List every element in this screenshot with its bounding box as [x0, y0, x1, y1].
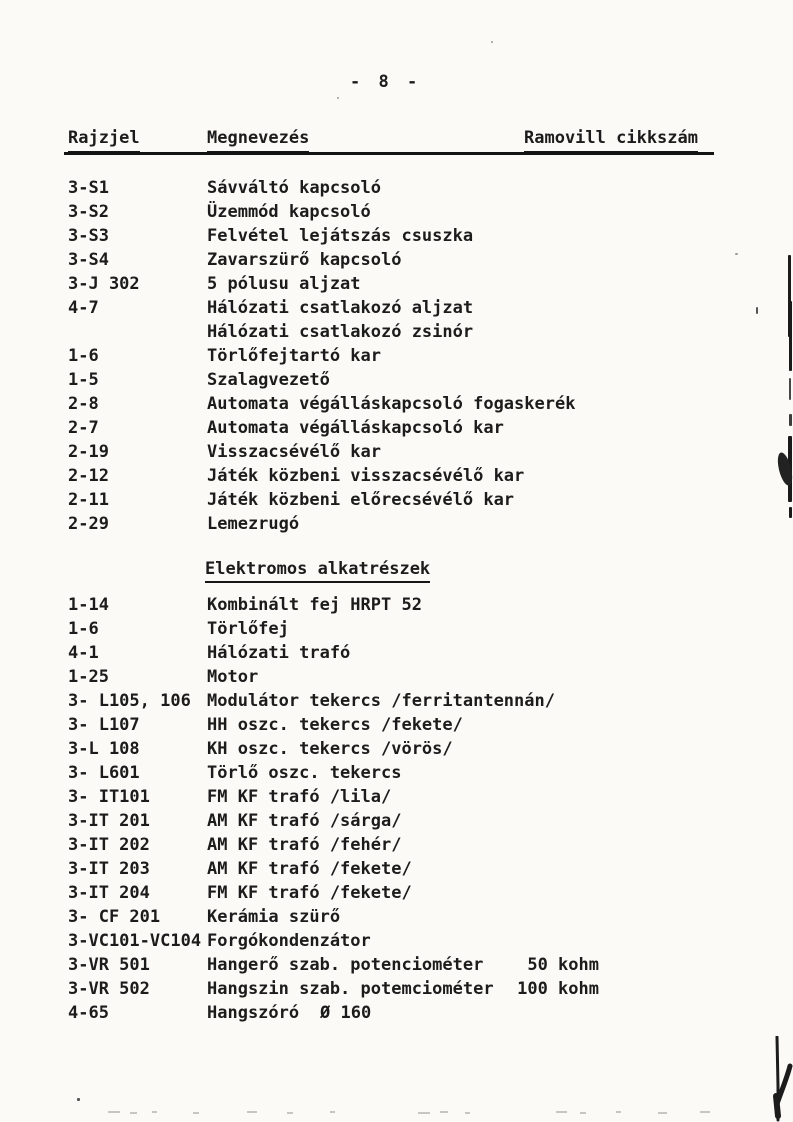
part-name: Hálózati csatlakozó aljzat	[207, 298, 474, 318]
table-row	[68, 881, 555, 905]
part-name: AM KF trafó /fekete/	[207, 859, 412, 879]
part-name: Automata végálláskapcsoló kar	[207, 418, 504, 438]
part-code: 3-IT 201	[68, 811, 150, 831]
table-row	[68, 833, 555, 857]
part-code: 3- L107	[68, 715, 140, 735]
part-code: 2-7	[68, 418, 99, 438]
part-name: Üzemmód kapcsoló	[207, 202, 371, 222]
part-code: 3-S4	[68, 250, 109, 270]
table-row	[68, 344, 575, 368]
table-row	[68, 440, 575, 464]
scan-dust-row	[556, 1111, 567, 1113]
scan-dust-row	[247, 1111, 257, 1113]
column-header-megnevezes: Megnevezés	[207, 128, 309, 153]
part-name: Törlő oszc. tekercs	[207, 763, 402, 783]
part-name: Lemezrugó	[207, 514, 300, 534]
scan-dust-row	[616, 1111, 621, 1113]
part-name: Motor	[207, 667, 259, 687]
scan-dust-row	[193, 1112, 199, 1114]
page-number: - 8 -	[350, 72, 422, 92]
part-name: Játék közbeni előrecsévélő kar	[207, 490, 515, 510]
part-code: 4-1	[68, 643, 99, 663]
part-name: Automata végálláskapcsoló fogaskerék	[207, 394, 576, 414]
part-code: 1-6	[68, 346, 99, 366]
table-row	[68, 416, 575, 440]
scan-ink-blob	[775, 451, 793, 487]
part-code: 2-8	[68, 394, 99, 414]
scan-dust-row	[658, 1112, 667, 1114]
scan-dust-row	[152, 1111, 157, 1113]
scan-speck	[337, 97, 339, 99]
scan-speck	[756, 307, 758, 314]
header-underline-rule	[64, 152, 714, 155]
table-row	[68, 392, 575, 416]
part-code: 4-7	[68, 298, 99, 318]
table-row	[68, 296, 575, 320]
part-value: Ø 160	[320, 1003, 372, 1023]
part-name: HH oszc. tekercs /fekete/	[207, 715, 463, 735]
scan-dust-row	[440, 1111, 448, 1113]
table-row	[68, 617, 555, 641]
table-row	[68, 176, 575, 200]
table-row	[68, 713, 555, 737]
part-name: Hangszóró	[207, 1003, 300, 1023]
table-row	[68, 785, 555, 809]
part-code: 3-VC101-VC104	[68, 931, 202, 951]
part-name: Sávváltó kapcsoló	[207, 178, 381, 198]
part-code: 2-11	[68, 490, 109, 510]
pen-mark	[763, 1036, 793, 1122]
table-row	[68, 248, 575, 272]
part-name: Hálózati trafó	[207, 643, 351, 663]
scan-edge-line-segment	[789, 414, 792, 426]
table-row	[68, 272, 575, 296]
table-row	[68, 905, 555, 929]
table-row	[68, 593, 555, 617]
part-name: AM KF trafó /sárga/	[207, 811, 402, 831]
part-code: 3-S1	[68, 178, 109, 198]
part-name: Forgókondenzátor	[207, 931, 371, 951]
part-code: 2-19	[68, 442, 109, 462]
part-code: 3-S2	[68, 202, 109, 222]
part-name: Kerámia szürő	[207, 907, 341, 927]
part-name: Hangszin szab. potemciométer	[207, 979, 494, 999]
table-row	[68, 1001, 555, 1025]
table-row	[68, 512, 575, 536]
part-code: 3-L 108	[68, 739, 140, 759]
part-code: 3-VR 501	[68, 955, 150, 975]
table-row	[68, 953, 599, 977]
part-code: 3-IT 203	[68, 859, 150, 879]
part-code: 4-65	[68, 1003, 109, 1023]
scan-dust-row	[465, 1112, 470, 1114]
part-code: 3- L601	[68, 763, 140, 783]
part-name: KH oszc. tekercs /vörös/	[207, 739, 453, 759]
part-name: Kombinált fej HRPT 52	[207, 595, 422, 615]
part-name: Modulátor tekercs /ferritantennán/	[207, 691, 555, 711]
part-value: 50 kohm	[527, 955, 599, 975]
scan-dust-row	[108, 1111, 120, 1113]
scan-dust-row	[418, 1112, 430, 1114]
part-name: Felvétel lejátszás csuszka	[207, 226, 474, 246]
table-row	[68, 977, 599, 1001]
scan-edge-line-segment	[788, 255, 791, 337]
table-row	[68, 368, 575, 392]
part-code	[68, 320, 207, 344]
part-code: 1-25	[68, 667, 109, 687]
scan-dust-row	[330, 1111, 335, 1113]
scan-dust-row	[580, 1112, 586, 1114]
table-header-row	[0, 128, 793, 152]
scan-edge-line-segment	[789, 378, 791, 400]
column-header-ramovill-cikkszam: Ramovill cikkszám	[524, 128, 698, 153]
table-row	[68, 809, 555, 833]
part-code: 1-6	[68, 619, 99, 639]
table-row	[68, 857, 555, 881]
scan-speck	[735, 253, 738, 255]
part-code: 3-S3	[68, 226, 109, 246]
scan-speck	[491, 41, 493, 43]
table-row	[68, 665, 555, 689]
part-code: 3- CF 201	[68, 907, 161, 927]
table-row	[68, 641, 555, 665]
part-name: Szalagvezető	[207, 370, 330, 390]
part-name: Játék közbeni visszacsévélő kar	[207, 466, 525, 486]
scan-dust-row	[287, 1112, 293, 1114]
electronic-parts-list	[68, 593, 599, 1025]
table-row	[68, 224, 575, 248]
table-row	[68, 929, 555, 953]
part-code: 1-5	[68, 370, 99, 390]
part-name: AM KF trafó /fehér/	[207, 835, 402, 855]
part-value: 100 kohm	[517, 979, 599, 999]
part-code: 2-29	[68, 514, 109, 534]
part-code: 3-IT 202	[68, 835, 150, 855]
part-code: 3- L105, 106	[68, 691, 191, 711]
part-name: Visszacsévélő kar	[207, 442, 381, 462]
table-row	[68, 320, 575, 344]
part-name: Hangerő szab. potenciométer	[207, 955, 484, 975]
part-code: 3-IT 204	[68, 883, 150, 903]
part-name: FM KF trafó /lila/	[207, 787, 392, 807]
part-name: Zavarszürő kapcsoló	[207, 250, 402, 270]
scan-dust-row	[700, 1111, 710, 1113]
part-name: 5 pólusu aljzat	[207, 274, 361, 294]
scan-speck	[77, 1098, 80, 1101]
table-row	[68, 488, 575, 512]
part-name: Törlőfejtartó kar	[207, 346, 381, 366]
mechanical-parts-list	[68, 176, 575, 536]
column-header-rajzjel: Rajzjel	[68, 128, 140, 153]
scan-dust-row	[130, 1112, 137, 1114]
table-row	[68, 689, 555, 713]
part-code: 3- IT101	[68, 787, 150, 807]
table-row	[68, 761, 555, 785]
part-code: 3-VR 502	[68, 979, 150, 999]
table-row	[68, 464, 575, 488]
part-name: FM KF trafó /fekete/	[207, 883, 412, 903]
table-row	[68, 200, 575, 224]
section-title-elektromos-alkatreszek: Elektromos alkatrészek	[205, 559, 430, 583]
scan-edge-line-segment	[789, 301, 792, 371]
table-row	[68, 737, 555, 761]
part-code: 1-14	[68, 595, 109, 615]
part-name: Törlőfej	[207, 619, 289, 639]
scan-edge-tick	[789, 507, 792, 518]
part-code: 2-12	[68, 466, 109, 486]
part-code: 3-J 302	[68, 274, 140, 294]
scan-edge-line-segment	[788, 436, 792, 502]
part-name: Hálózati csatlakozó zsinór	[207, 322, 474, 342]
